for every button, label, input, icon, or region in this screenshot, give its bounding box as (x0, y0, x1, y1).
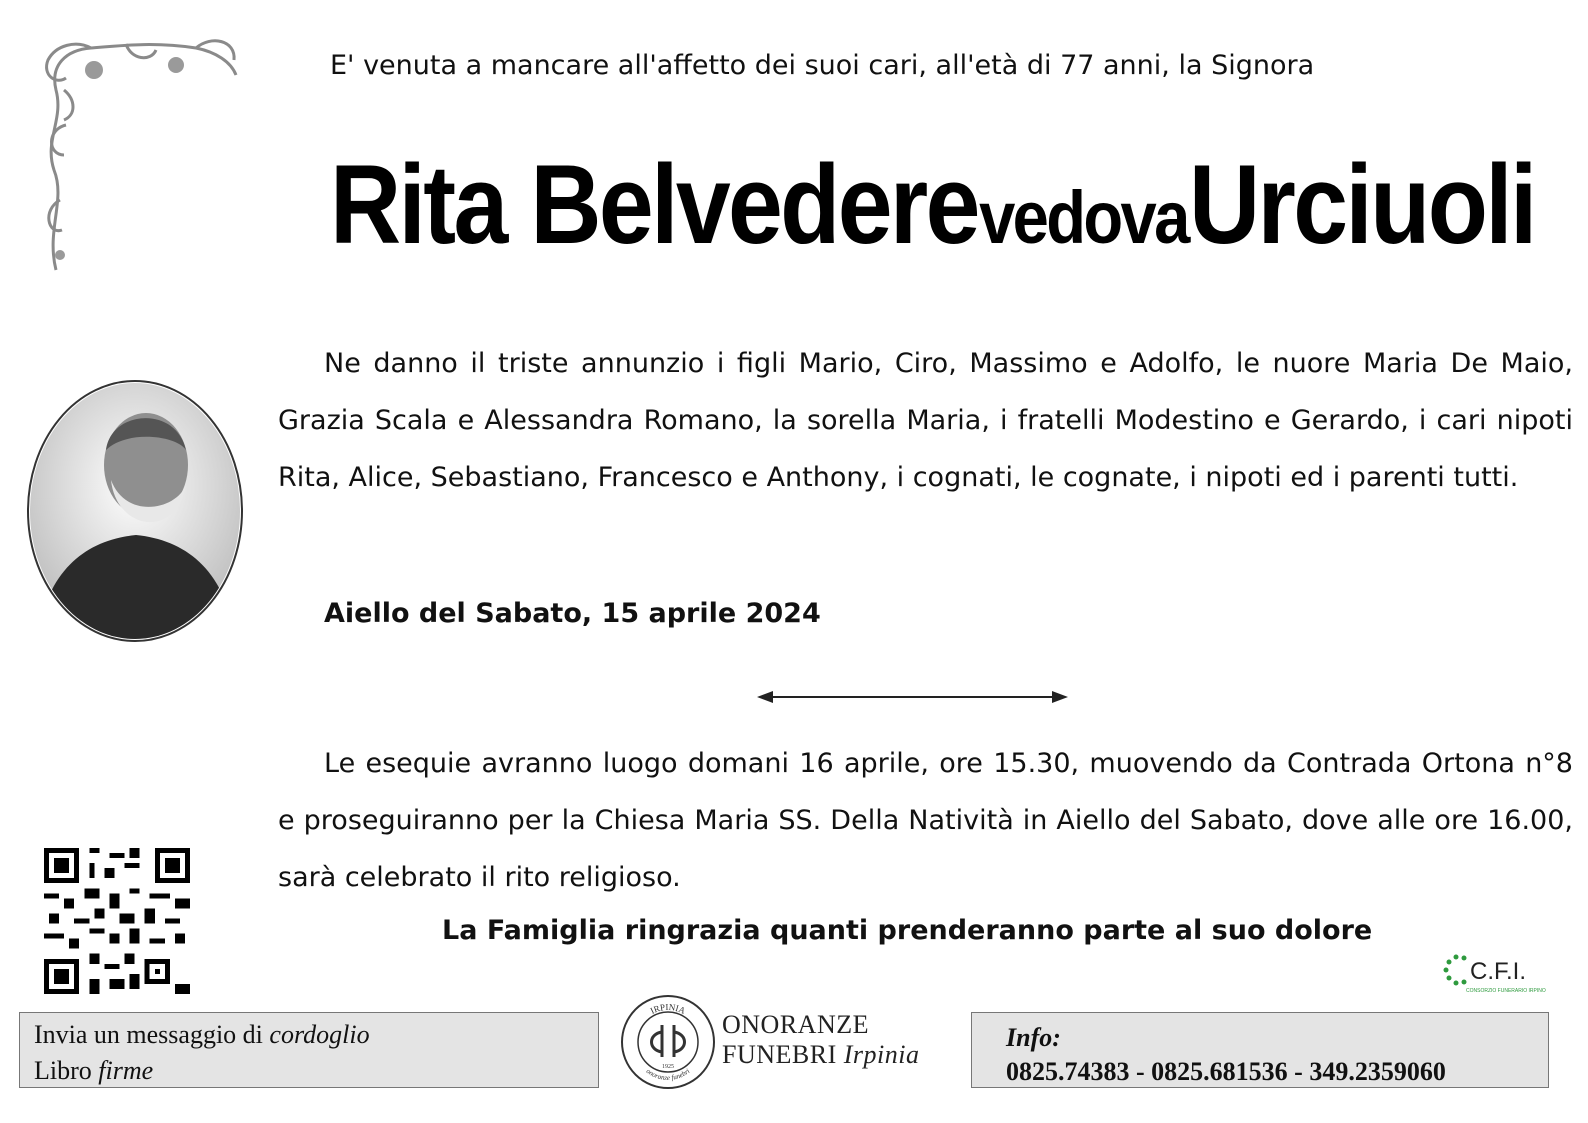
announcement-paragraph: Ne danno il triste annunzio i figli Mario, Ciro, Massimo e Adolfo, le nuore Maria De Maio, Grazia Scala e Alessandra Romano, la sorella Maria, i fratelli Modestino e Gerardo, i cari nipoti Rita, Alice, Sebastiano, Francesco e Anthony, i cognati, le cognate, i nipoti ed i parenti tutti. (278, 348, 1573, 493)
corner-ornament (36, 30, 246, 285)
guestbook-link[interactable] (34, 1053, 584, 1089)
guestbook-prefix: Libro (34, 1056, 99, 1085)
logo-year: 1925 (662, 1064, 674, 1070)
brand-line-1: ONORANZE (722, 1010, 869, 1039)
logo-top-text: IRPINIA (648, 1001, 688, 1016)
cfi-dots-icon (1440, 950, 1550, 996)
deceased-name (330, 140, 1535, 269)
onoranze-funebri-logo-icon (618, 992, 718, 1092)
phone-numbers[interactable]: 0825.74383 - 0825.681536 - 349.2359060 (1006, 1057, 1446, 1086)
name-first: Rita Belvedere (330, 142, 978, 267)
brand-line-2-a: FUNEBRI (722, 1040, 844, 1069)
intro-text: E' venuta a mancare all'affetto dei suoi cari, all'età di 77 anni, la Signora (330, 50, 1315, 81)
condolence-link[interactable] (34, 1017, 584, 1053)
brand-name (722, 1010, 919, 1070)
cfi-logo (1440, 950, 1550, 996)
double-arrow-divider (755, 686, 1070, 708)
funeral-paragraph: Le esequie avranno luogo domani 16 aprile, ore 15.30, muovendo da Contrada Ortona n°8 e proseguiranno per la Chiesa Maria SS. Della Natività in Aiello del Sabato, dove alle ore 16.00, sarà celebrato il rito religioso. (278, 748, 1573, 893)
brand-line-2-b: Irpinia (843, 1040, 920, 1069)
cfi-subtext: CONSORZIO FUNERARIO IRPINO (1466, 988, 1546, 994)
name-middle: vedova (979, 176, 1188, 259)
place-date: Aiello del Sabato, 15 aprile 2024 (324, 598, 821, 629)
condolence-italic: cordoglio (269, 1020, 370, 1049)
info-label: Info: (1006, 1023, 1061, 1052)
name-last: Urciuoli (1188, 142, 1535, 267)
portrait-photo (26, 380, 244, 643)
cfi-text: C.F.I. (1470, 958, 1527, 985)
logo-bottom-text: onoranze funebri (644, 1067, 692, 1083)
info-box (971, 1012, 1549, 1088)
qr-code[interactable] (44, 848, 190, 994)
thanks-text: La Famiglia ringrazia quanti prenderanno parte al suo dolore (442, 915, 1373, 946)
condolence-box[interactable] (19, 1012, 599, 1088)
condolence-prefix: Invia un messaggio di (34, 1020, 270, 1049)
brand-line-2 (722, 1040, 919, 1070)
guestbook-italic: firme (98, 1056, 154, 1085)
